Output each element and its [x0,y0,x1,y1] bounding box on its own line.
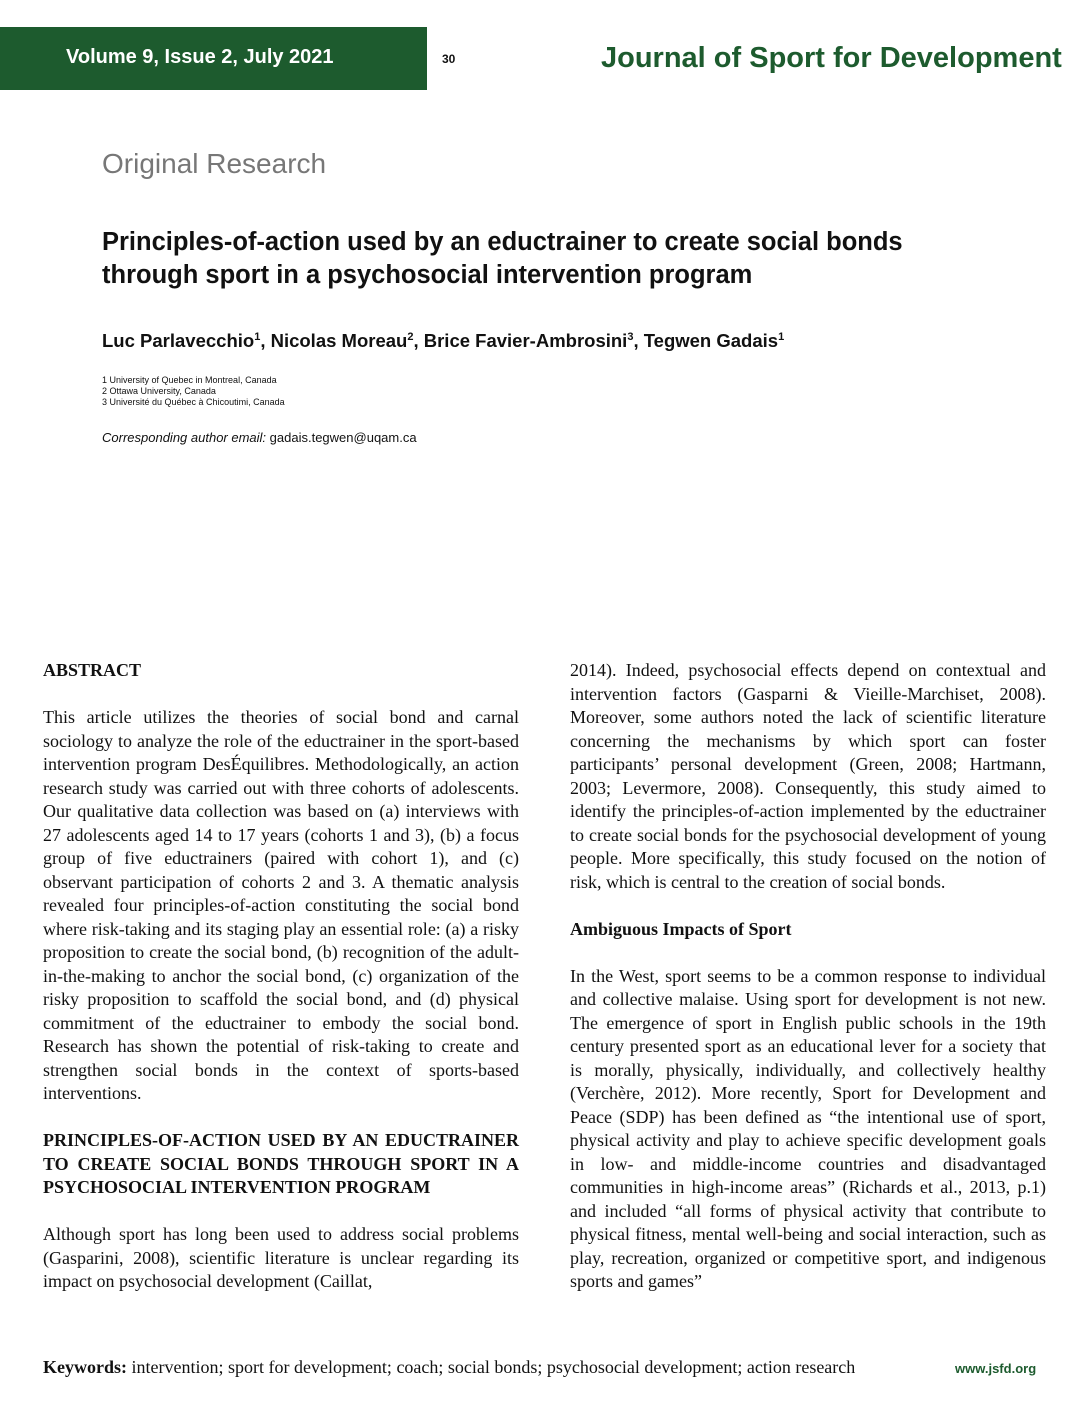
author-separator: , [633,330,644,351]
author-name: Tegwen Gadais [643,330,779,351]
author-affiliation-mark: 1 [778,330,785,343]
page-number: 30 [442,52,456,66]
affiliations [102,375,285,408]
right-column [570,659,1046,1317]
abstract-text: This article utilizes the theories of social bond and carnal sociology to analyze the role of the eductrainer in the sport-based intervention program DesÉquilibres. Methodologically, an action research study was carried out with three cohorts of adolescents. Our qualitative data collection was based on (a) interviews with 27 adolescents aged 14 to 17 years (cohorts 1 and 3), (b) a focus group of five eductrainers (paired with cohort 1), and (c) observant participation of cohorts 2 and 3. A thematic analysis revealed four principles-of-action constituting the social bond where risk-taking and its staging play an essential role: (a) a risky proposition to create the social bond, (b) recognition of the adult-in-the-making to anchor the social bond, (c) organization of the risky proposition to scaffold the social bond, and (d) physical commitment of the eductrainer to embody the social bond. Research has shown the potential of risk-taking to create and strengthen social bonds in the context of sports-based interventions. [43,707,519,1103]
article-title: Principles-of-action used by an eductrainer to create social bonds through sport in a psychosocial intervention program [102,228,903,289]
email-address[interactable]: gadais.tegwen@uqam.ca [269,430,417,445]
corresponding-email [102,430,417,445]
keywords-list: intervention; sport for development; coach; social bonds; psychosocial development; action research [131,1357,856,1377]
email-label: Corresponding author email: [102,430,267,445]
website-link[interactable]: www.jsfd.org [955,1361,1037,1376]
subsection-heading: Ambiguous Impacts of Sport [570,918,792,939]
abstract-heading: ABSTRACT [43,660,142,680]
author-affiliation-mark: 1 [254,330,261,343]
journal-title: Journal of Sport for Development [601,42,1062,74]
author-separator: , [413,330,424,351]
intro-paragraph: Although sport has long been used to address social problems (Gasparini, 2008), scientific literature is unclear regarding its impact on psychosocial development (Caillat, [43,1224,519,1291]
author-name: Nicolas Moreau [270,330,408,351]
article-type-label: Original Research [102,148,327,179]
volume-issue: Volume 9, Issue 2, July 2021 [66,46,334,68]
intro-continued-paragraph: 2014). Indeed, psychosocial effects depend on contextual and intervention factors (Gasparni & Vieille-Marchiset, 2008). Moreover, some authors noted the lack of scientific literature concerning the mechanisms by which sport can foster participants’ personal development (Green, 2008; Hartmann, 2003; Levermore, 2008). Consequently, this study aimed to identify the principles-of-action implemented by the eductrainer to create social bonds for the psychosocial development of young people. More specifically, this study focused on the notion of risk, which is central to the creation of social bonds. [570,660,1046,892]
author-affiliation-mark: 2 [407,330,414,343]
left-column [43,659,519,1317]
author-affiliation-mark: 3 [627,330,634,343]
body-paragraph: In the West, sport seems to be a common response to individual and collective malaise. Using sport for development is not new. The emergence of sport in English public schools in the 19th century presented sport as an educational lever for a society that is morally, physically, individually, and collectively healthy (Verchère, 2012). More recently, Sport for Development and Peace (SDP) has been defined as “the intentional use of sport, physical activity and play to achieve specific development goals in low- and middle-income countries and disadvantaged communities in high-income areas” (Richards et al., 2013, p.1) and included “all forms of physical activity that contribute to physical fitness, mental well-being and social interaction, such as play, recreation, organized or competitive sport, and indigenous sports and games” [570,965,1046,1291]
author-name: Brice Favier-Ambrosini [423,330,628,351]
author-name: Luc Parlavecchio [102,330,255,351]
affiliation-line: 2 Ottawa University, Canada [102,386,216,396]
section-heading: PRINCIPLES-OF-ACTION USED BY AN EDUCTRAINER TO CREATE SOCIAL BONDS THROUGH SPORT IN A PSYCHOSOCIAL INTERVENTION PROGRAM [43,1130,519,1197]
affiliation-line: 3 Université du Québec à Chicoutimi, Canada [102,397,285,407]
affiliation-line: 1 University of Quebec in Montreal, Canada [102,375,277,385]
author-list [102,330,784,352]
author-separator: , [260,330,271,351]
keywords-line [43,1357,855,1378]
keywords-label: Keywords: [43,1357,127,1377]
